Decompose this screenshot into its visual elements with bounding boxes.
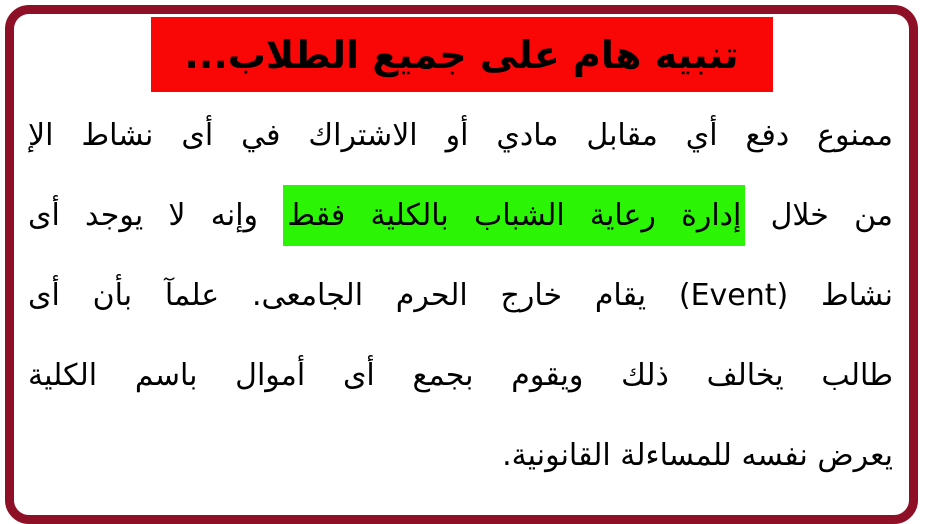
notice-line-2-suffix: وإنه لا يوجد أى [28,198,284,233]
notice-title-text: تنبيه هام على جميع الطلاب... [184,32,739,77]
notice-line-3: نشاط (Event) يقام خارج الحرم الجامعى. علمآ بأن أى [28,278,893,313]
notice-line-2 [28,176,893,256]
highlighted-text: إدارة رعاية الشباب بالكلية فقط [283,185,745,246]
notice-title-banner [151,17,773,92]
notice-line-2-prefix: من خلال [745,198,893,233]
notice-line-1: ممنوع دفع أي مقابل مادي أو الاشتراك في أى نشاط الإ [28,118,893,153]
notice-body [28,96,893,496]
notice-line-5: يعرض نفسه للمساءلة القانونية. [502,438,893,473]
notice-line-4: طالب يخالف ذلك ويقوم بجمع أى أموال باسم الكلية [28,358,893,393]
notice-frame [5,5,918,524]
